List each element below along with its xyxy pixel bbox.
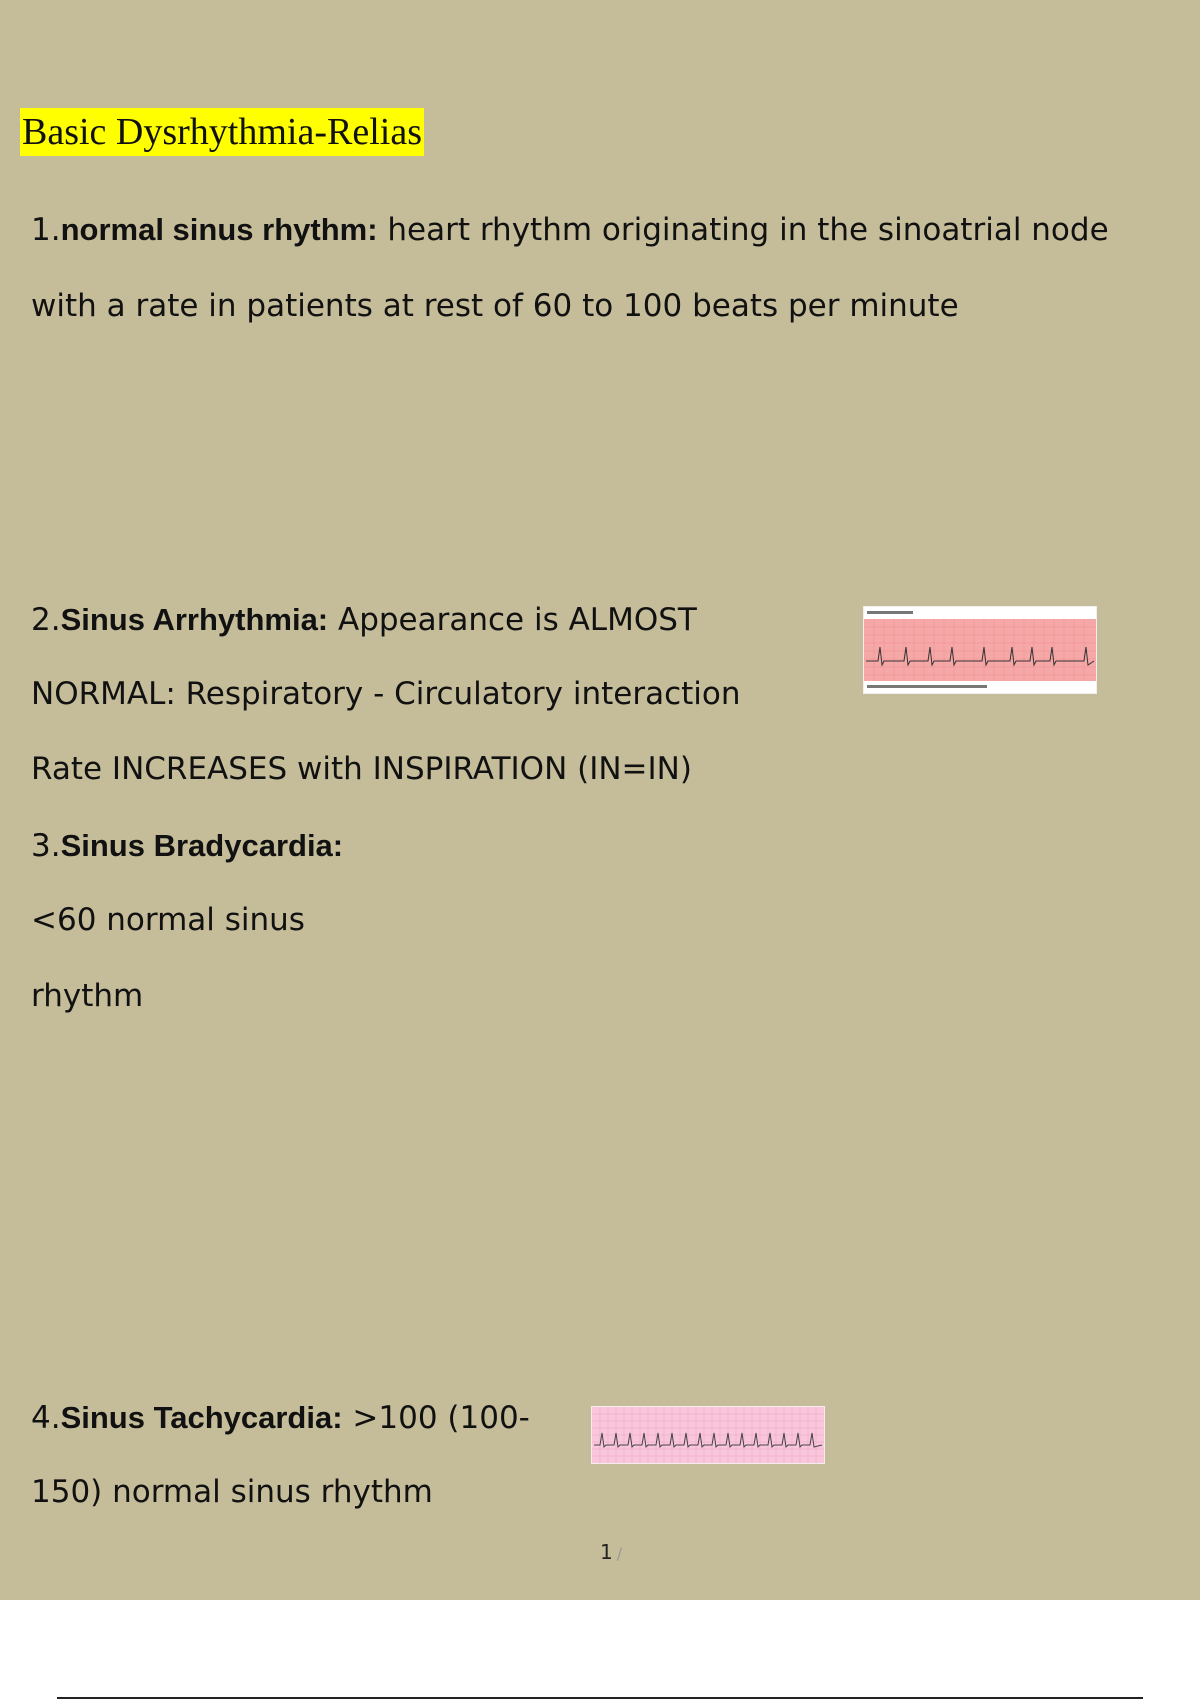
item-1-text-1: heart rhythm originating in the sinoatrial node	[377, 212, 1109, 248]
item-1-line-2: with a rate in patients at rest of 60 to 100 beats per minute	[31, 288, 959, 324]
item-2-line-3: Rate INCREASES with INSPIRATION (IN=IN)	[31, 751, 692, 787]
item-3-line-3: rhythm	[31, 978, 144, 1014]
page-number-separator: /	[616, 1544, 623, 1563]
sinus-tachycardia-ecg-strip	[591, 1406, 825, 1464]
item-4-line-1	[31, 1398, 530, 1438]
item-3-line-2: <60 normal sinus	[31, 902, 305, 938]
item-1-number: 1.	[31, 212, 61, 248]
document-title: Basic Dysrhythmia-Relias	[20, 108, 424, 156]
item-1-term: normal sinus rhythm:	[60, 212, 378, 247]
item-2-line-1	[31, 600, 697, 640]
item-4-term: Sinus Tachycardia:	[60, 1400, 343, 1435]
item-4-number: 4.	[31, 1400, 61, 1436]
item-2-line-2: NORMAL: Respiratory - Circulatory interaction	[31, 676, 741, 712]
sinus-arrhythmia-ecg-strip	[863, 606, 1097, 694]
item-2-text-1: Appearance is ALMOST	[328, 602, 697, 638]
item-3-number: 3.	[31, 828, 61, 864]
item-2-number: 2.	[31, 602, 61, 638]
item-3-term: Sinus Bradycardia:	[60, 828, 344, 863]
item-1-line-1	[31, 210, 1109, 250]
page-number	[600, 1540, 622, 1564]
item-2-term: Sinus Arrhythmia:	[60, 602, 329, 637]
footer-divider	[57, 1697, 1143, 1699]
page-number-value: 1	[600, 1540, 613, 1564]
item-4-text-1: >100 (100-	[342, 1400, 530, 1436]
item-4-line-2: 150) normal sinus rhythm	[31, 1474, 433, 1510]
item-3-line-1	[31, 826, 343, 866]
